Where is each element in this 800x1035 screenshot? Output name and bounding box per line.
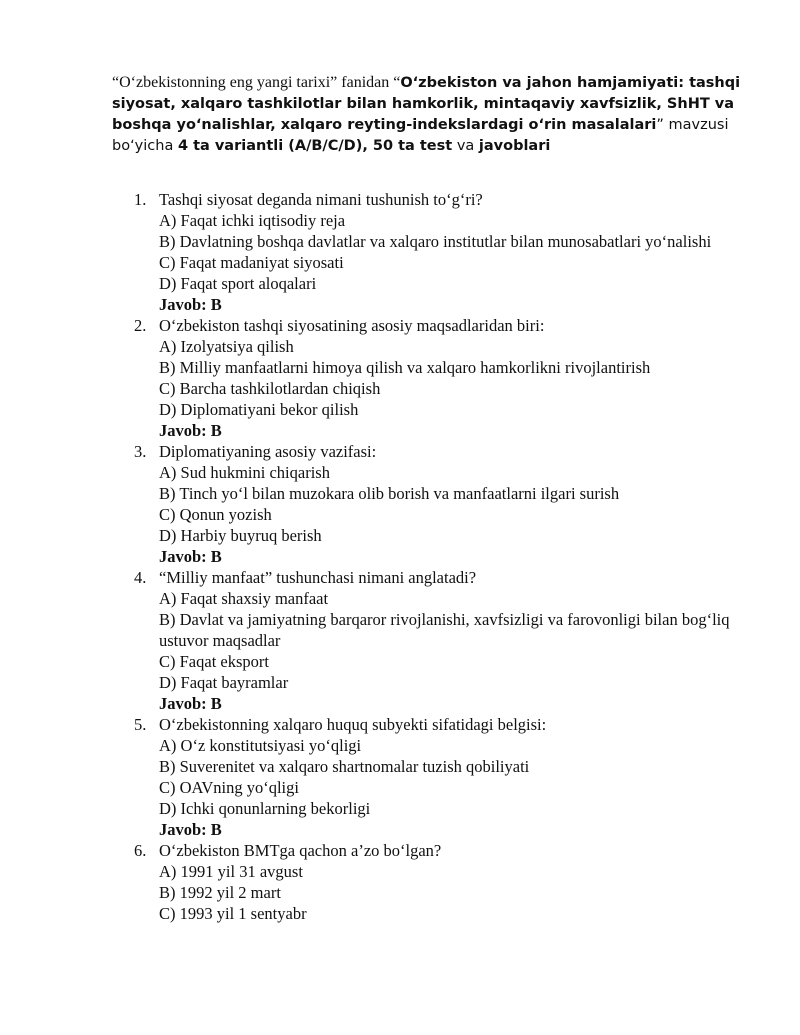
question-item: [112, 714, 752, 840]
answer-option: B) Suverenitet va xalqaro shartnomalar tuzish qobiliyati: [159, 757, 530, 776]
answer-option: A) Izolyatsiya qilish: [159, 337, 294, 356]
answer-option: A) Oʻz konstitutsiyasi yoʻqligi: [159, 736, 362, 755]
question-item: [112, 840, 752, 924]
question-stem: Oʻzbekiston BMTga qachon a’zo boʻlgan?: [159, 841, 442, 860]
correct-answer: Javob: B: [159, 820, 222, 839]
question-stem: Diplomatiyaning asosiy vazifasi:: [159, 442, 377, 461]
intro-answers-label: javoblari: [478, 138, 551, 154]
question-number: 5.: [134, 715, 147, 734]
question-item: [112, 189, 752, 315]
answer-option: C) Barcha tashkilotlardan chiqish: [159, 379, 381, 398]
answer-option: C) Faqat eksport: [159, 652, 269, 671]
answer-option: B) Davlatning boshqa davlatlar va xalqaro institutlar bilan munosabatlari yoʻnalishi: [159, 232, 712, 251]
answer-option: C) OAVning yoʻqligi: [159, 778, 299, 797]
answer-option: C) 1993 yil 1 sentyabr: [159, 904, 307, 923]
question-item: [112, 315, 752, 441]
answer-option: C) Faqat madaniyat siyosati: [159, 253, 344, 272]
question-number: 3.: [134, 442, 147, 461]
answer-option: C) Qonun yozish: [159, 505, 272, 524]
correct-answer: Javob: B: [159, 295, 222, 314]
answer-option: D) Diplomatiyani bekor qilish: [159, 400, 359, 419]
question-item: [112, 441, 752, 567]
answer-option: B) Tinch yoʻl bilan muzokara olib borish va manfaatlarni ilgari surish: [159, 484, 620, 503]
question-number: 6.: [134, 841, 147, 860]
answer-option: D) Faqat sport aloqalari: [159, 274, 317, 293]
answer-option: D) Ichki qonunlarning bekorligi: [159, 799, 371, 818]
intro-part-5: va: [452, 138, 479, 154]
answer-option: A) Faqat ichki iqtisodiy reja: [159, 211, 346, 230]
intro-part-3: ” mavzusi boʻyicha: [112, 117, 729, 154]
intro-part-1: “Oʻzbekistonning eng yangi tarixi” fanidan “: [112, 74, 401, 91]
answer-option: A) 1991 yil 31 avgust: [159, 862, 303, 881]
question-number: 4.: [134, 568, 147, 587]
correct-answer: Javob: B: [159, 547, 222, 566]
correct-answer: Javob: B: [159, 694, 222, 713]
question-stem: Tashqi siyosat deganda nimani tushunish toʻgʻri?: [159, 190, 483, 209]
answer-option: B) 1992 yil 2 mart: [159, 883, 281, 902]
question-stem: Oʻzbekistonning xalqaro huquq subyekti sifatidagi belgisi:: [159, 715, 547, 734]
question-number: 2.: [134, 316, 147, 335]
answer-option: B) Milliy manfaatlarni himoya qilish va xalqaro hamkorlikni rivojlantirish: [159, 358, 651, 377]
question-stem: “Milliy manfaat” tushunchasi nimani anglatadi?: [159, 568, 477, 587]
document-intro: [112, 72, 752, 157]
answer-option: A) Faqat shaxsiy manfaat: [159, 589, 329, 608]
answer-option: D) Harbiy buyruq berish: [159, 526, 322, 545]
answer-option: D) Faqat bayramlar: [159, 673, 289, 692]
question-item: [112, 567, 752, 714]
answer-option: B) Davlat va jamiyatning barqaror rivojlanishi, xavfsizligi va farovonligi bilan bogʻliq ustuvor maqsadlar: [159, 610, 730, 650]
question-number: 1.: [134, 190, 147, 209]
intro-variant-info: 4 ta variantli (A/B/C/D), 50 ta test: [177, 138, 453, 154]
correct-answer: Javob: B: [159, 421, 222, 440]
intro-topic-title: Oʻzbekiston va jahon hamjamiyati: tashqi siyosat, xalqaro tashkilotlar bilan hamkorlik, mintaqaviy xavfsizlik, ShHT va boshqa yoʻnalishlar, xalqaro reyting-indekslardagi oʻrin masalalari: [112, 75, 741, 133]
question-list: [112, 189, 752, 924]
question-stem: Oʻzbekiston tashqi siyosatining asosiy maqsadlaridan biri:: [159, 316, 545, 335]
answer-option: A) Sud hukmini chiqarish: [159, 463, 330, 482]
